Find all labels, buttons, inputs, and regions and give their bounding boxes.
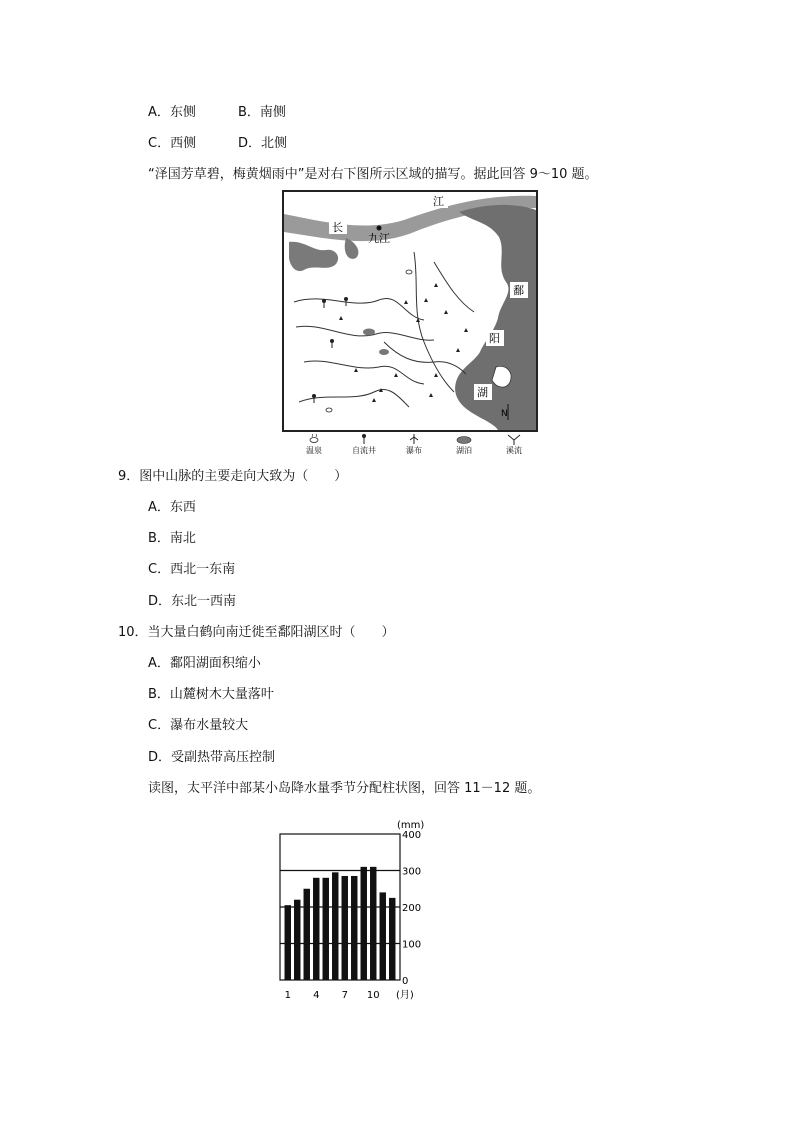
x-tick-label: 7 (341, 990, 348, 1001)
precip-bar (351, 876, 357, 980)
precip-bar (313, 878, 319, 980)
label-jiang: 江 (433, 195, 444, 208)
northwest-water (289, 242, 338, 271)
stream-4 (299, 390, 409, 407)
precip-bar (323, 878, 329, 980)
x-axis-label: (月) (396, 990, 414, 1001)
q9-option-b[interactable]: B．南北 (148, 531, 196, 546)
map-legend (282, 432, 538, 460)
label-north: N (501, 409, 508, 419)
legend-item-lake (444, 432, 484, 456)
precip-bar (285, 905, 291, 980)
legend-label-artesian-well: 自流井 (352, 446, 376, 455)
legend-item-hot-spring (294, 432, 334, 456)
q8-options-row1 (148, 104, 286, 122)
hot-springs (326, 270, 412, 412)
mountain-peaks (339, 283, 468, 402)
intro-passage-11-12: 读图，太平洋中部某小岛降水量季节分配柱状图，回答 11－12 题。 (148, 781, 541, 796)
jiujiang-city-dot (377, 226, 382, 231)
artesian-well-icon (344, 432, 384, 446)
waterfall-icon (394, 432, 434, 446)
legend-label-lake: 湖泊 (456, 446, 472, 455)
q10-stem: 10．当大量白鹤向南迁徙至鄱阳湖区时（ ） (118, 625, 395, 640)
stream-1 (294, 298, 424, 320)
q9-option-a[interactable]: A．东西 (148, 500, 196, 515)
legend-label-hot-spring: 温泉 (306, 446, 322, 455)
precip-bar (342, 876, 348, 980)
label-yang: 阳 (489, 332, 500, 345)
q9-stem: 9．图中山脉的主要走向大致为（ ） (118, 469, 348, 484)
q10-option-b[interactable]: B．山麓树木大量落叶 (148, 687, 274, 702)
poyang-lake-area (455, 205, 536, 430)
label-hu: 湖 (477, 386, 488, 399)
y-tick-label: 0 (402, 976, 409, 987)
artesian-wells (313, 298, 348, 404)
precip-bar (380, 892, 386, 980)
legend-label-waterfall: 瀑布 (406, 446, 422, 455)
q8-option-b[interactable]: B．南侧 (238, 105, 286, 120)
label-jiujiang: 九江 (368, 232, 390, 245)
x-tick-label: 1 (284, 990, 291, 1001)
y-tick-label: 100 (402, 939, 422, 951)
hot-spring-icon (294, 432, 334, 446)
legend-item-waterfall (394, 432, 434, 456)
small-water (345, 238, 359, 259)
q8-option-a[interactable]: A．东侧 (148, 105, 196, 120)
precip-bar (332, 872, 338, 980)
q8-option-d[interactable]: D．北侧 (238, 136, 288, 151)
legend-item-stream (494, 432, 534, 456)
lake-symbol (363, 329, 375, 336)
x-tick-label: 10 (366, 990, 380, 1001)
precip-bar (294, 900, 300, 980)
q10-option-c[interactable]: C．瀑布水量较大 (148, 718, 249, 733)
precip-bar (304, 889, 310, 980)
map-drawing (284, 192, 536, 430)
q10-option-d[interactable]: D．受副热带高压控制 (148, 750, 276, 765)
lake-icon (444, 432, 484, 446)
x-tick-label: 4 (313, 990, 320, 1001)
stream-3 (304, 361, 424, 384)
q10-option-a[interactable]: A．鄱阳湖面积缩小 (148, 656, 261, 671)
legend-item-artesian-well (344, 432, 384, 456)
q9-option-d[interactable]: D．东北一西南 (148, 594, 237, 609)
y-tick-label: 200 (402, 903, 422, 914)
precip-bar (389, 898, 395, 980)
lake-symbol (379, 349, 389, 355)
label-chang: 长 (332, 221, 343, 234)
precipitation-chart-svg (270, 810, 440, 1010)
precip-bar (361, 867, 367, 980)
y-axis-label: (mm) (397, 820, 425, 831)
legend-label-stream: 溪流 (506, 446, 522, 455)
lake-island (492, 366, 511, 387)
precip-bar (370, 867, 376, 980)
label-po: 鄱 (513, 284, 524, 297)
precipitation-chart (270, 810, 440, 1010)
y-tick-label: 400 (402, 830, 422, 841)
y-tick-label: 300 (402, 866, 422, 878)
q8-option-c[interactable]: C．西侧 (148, 136, 197, 151)
stream-icon (494, 432, 534, 446)
q8-options-row2 (148, 135, 287, 153)
stream-6 (434, 262, 474, 312)
intro-passage-9-10: “泽国芳草碧，梅黄烟雨中”是对右下图所示区域的描写。据此回答 9～10 题。 (148, 167, 598, 182)
poyang-lake-map (282, 190, 538, 432)
q9-option-c[interactable]: C．西北一东南 (148, 562, 236, 577)
